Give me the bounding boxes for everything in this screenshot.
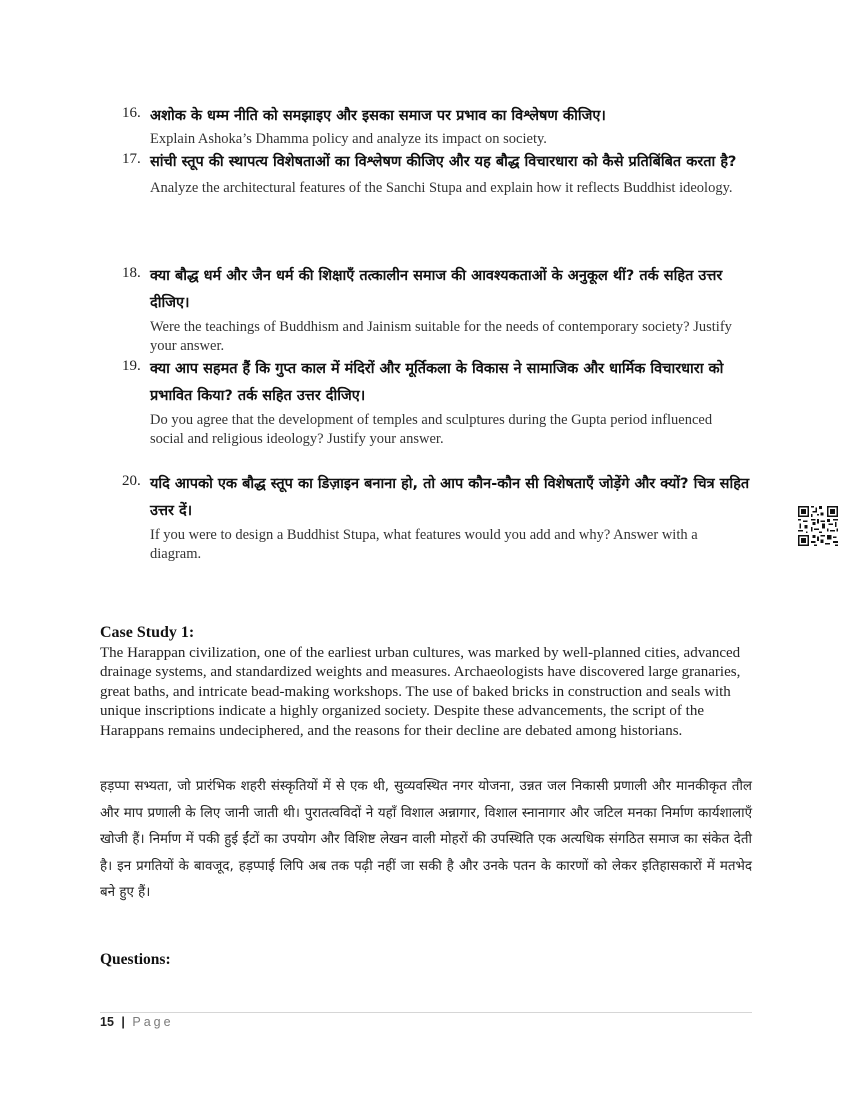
case-study-hindi: हड़प्पा सभ्यता, जो प्रारंभिक शहरी संस्कृतियों में से एक थी, सुव्यवस्थित नगर योजना, उन्नत जल निकासी प्रणाली और मानकीकृत तौल और माप प्रणाली के लिए जानी जाती थी। पुरातत्वविदों ने यहाँ विशाल अन्नागार, विशाल स्नानागार और जटिल मनका निर्माण कार्यशालाएँ खोजी हैं। निर्माण में पकी हुई ईंटों का उपयोग और विशिष्ट लेखन वाली मोहरों की उपस्थिति एक अत्यधिक संगठित समाज का संकेत देती है। इन प्रगतियों के बावजूद, हड़प्पाई लिपि अब तक पढ़ी नहीं जा सकी है और उनके पतन के कारणों को लेकर इतिहासकारों में मतभेद बने हुए हैं।	[100, 779, 752, 900]
question-english: If you were to design a Buddhist Stupa, what features would you add and why? Answer with a diagram.	[150, 527, 698, 562]
question-english: Analyze the architectural features of the Sanchi Stupa and explain how it reflects Buddhist ideology.	[150, 180, 733, 196]
question-number: 16.	[122, 105, 141, 121]
question-19	[122, 356, 762, 449]
page-label: Page	[132, 1015, 174, 1029]
question-16	[122, 103, 762, 149]
page-number: 15	[100, 1015, 114, 1029]
footer-separator: |	[121, 1015, 125, 1029]
case-study-english: The Harappan civilization, one of the earliest urban cultures, was marked by well-planned cities, advanced drainage systems, and standardized weights and measures. Archaeologists have discovered large granaries, great baths, and intricate bead-making workshops. The use of baked bricks in construction and seals with unique inscriptions indicate a highly organized society. Despite these advancements, the script of the Harappans remains undeciphered, and the reasons for their decline are debated among historians.	[100, 645, 741, 739]
question-number: 20.	[122, 473, 141, 489]
footer-divider	[100, 1012, 752, 1013]
question-hindi: यदि आपको एक बौद्ध स्तूप का डिज़ाइन बनाना हो, तो आप कौन-कौन सी विशेषताएँ जोड़ेंगे और क्यों? चित्र सहित उत्तर दें।	[150, 476, 750, 519]
question-17	[122, 149, 762, 198]
question-english: Do you agree that the development of temples and sculptures during the Gupta period influenced social and religious ideology? Justify your answer.	[150, 412, 713, 447]
question-hindi: सांची स्तूप की स्थापत्य विशेषताओं का विश्लेषण कीजिए और यह बौद्ध विचारधारा को कैसे प्रतिबिंबित करता है?	[150, 154, 737, 170]
question-hindi: क्या आप सहमत हैं कि गुप्त काल में मंदिरों और मूर्तिकला के विकास ने सामाजिक और धार्मिक विचारधारा को प्रभावित किया? तर्क सहित उत्तर दीजिए।	[150, 361, 724, 404]
questions-heading: Questions:	[100, 951, 171, 968]
page-footer	[100, 1015, 174, 1029]
case-study-title: Case Study 1:	[100, 624, 195, 641]
question-hindi: अशोक के धम्म नीति को समझाइए और इसका समाज पर प्रभाव का विश्लेषण कीजिए।	[150, 108, 606, 124]
question-number: 18.	[122, 265, 141, 281]
question-18	[122, 263, 762, 356]
question-20	[122, 471, 762, 564]
question-hindi: क्या बौद्ध धर्म और जैन धर्म की शिक्षाएँ तत्कालीन समाज की आवश्यकताओं के अनुकूल थीं? तर्क सहित उत्तर दीजिए।	[150, 268, 723, 311]
question-english: Explain Ashoka’s Dhamma policy and analyze its impact on society.	[150, 131, 547, 147]
question-number: 19.	[122, 358, 141, 374]
question-number: 17.	[122, 151, 141, 167]
question-english: Were the teachings of Buddhism and Jainism suitable for the needs of contemporary society? Justify your answer.	[150, 319, 732, 354]
qr-code-icon	[798, 506, 838, 546]
